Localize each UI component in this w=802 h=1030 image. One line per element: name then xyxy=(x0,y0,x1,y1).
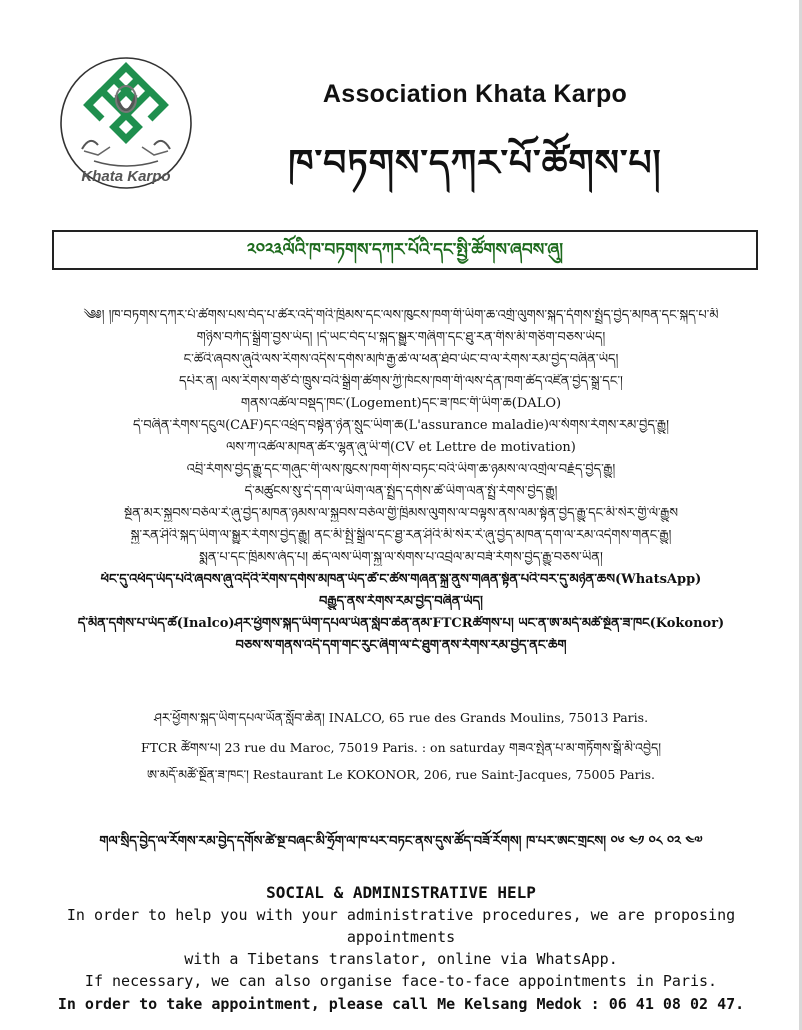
english-line: If necessary, we can also organise face-to-face appointments in Paris. xyxy=(84,972,718,990)
address-tail: གཟའ་སྤེན་པ་མ་གཏོགས་སྒོ་མི་འབྱེད། xyxy=(509,740,662,755)
english-heading: SOCIAL & ADMINISTRATIVE HELP xyxy=(266,883,536,902)
tibetan-line: དཔེར་ན། ལས་རིགས་གཙོ་བོ་ཁྲུས་བའི་སྒྲིག་ཚོགས་ཀྱི་ཁོངས་ཁག་གི་ལས་དོན་ཁག་ཚོད་འཛིན་བྱེད་སྒྲུ་དང་། xyxy=(179,374,623,389)
address-lead: FTCR xyxy=(140,740,177,755)
tibetan-line: སྨན་པ་དང་ཁྲིམས་ཞོད་པ། ཆེད་ལས་ཡིག་སྐྱ་ལ་སོགས་པ་འབྲེལ་མ་བཟོ་རོགས་བྱེད་རྒྱུ་བཅས་ཡིན། xyxy=(199,550,603,565)
address-text: 23 rue du Maroc, 75019 Paris. : on saturday xyxy=(224,740,506,755)
tibetan-contact-text: གལ་སྲིད་བྱེད་ལ་རོགས་རམ་བྱེད་དགོས་ཚེ་སྔ་བཞང་མི་ཧྲོག་ལ་ཁ་པར་བཏང་ནས་དུས་ཚོད་བཟོ་རོགས། ཁ་པར་ཨང་གྲངས། xyxy=(99,834,607,849)
tibetan-contact-line xyxy=(20,826,782,863)
english-line: with a Tibetans translator, online via WhatsApp. xyxy=(184,950,618,968)
tibetan-line: ལས་ཀ་འཚོལ་མཁན་ཚོར་ལྷན་ཞུ་ཡི་གེ(CV et Lettre de motivation) xyxy=(226,440,576,455)
tibetan-line: དེ་བཞིན་རོགས་དངུལ(CAF)དང་འཕྲོད་བསྟེན་ཉེན་སྲུང་ཡིག་ཆ(L'assurance maladie)ལ་སོགས་རོགས་རམ་བྱེད་རྒྱུ། xyxy=(133,418,669,433)
address-tibetan: ཚོགས་པ། xyxy=(180,740,221,755)
tibetan-title: ཁ་བཏགས་དཀར་པོ་ཚོགས་པ། xyxy=(288,142,662,184)
address-kokonor xyxy=(20,767,782,783)
tibetan-phone-number: ༠༦ ༤༡ ༠༨ ༠༢ ༤༧ xyxy=(610,834,703,849)
tibetan-line: གནས་འཚོལ་བསྡད་ཁང་(Logement)དང་ཟ་ཁང་གི་ཡིག་ཆ(DALO) xyxy=(240,396,562,411)
tibetan-line: ཕོང་དུ་འཕོད་ཡོད་པའི་ཞབས་ཞུ་འདིའི་རིགས་དགོས་མཁན་ཡོད་ཚེ་ང་ཚོས་གཞན་སྐྲ་ནུས་གཞན་སྟོན་པའི་བར་དུ་མཉེན་ཆས(WhatsApp) xyxy=(100,572,702,587)
association-logo xyxy=(58,55,194,191)
tibetan-line: བརྒྱུད་ནས་རོགས་རམ་བྱེད་བཞིན་ཡོད། xyxy=(319,594,483,609)
tibetan-body xyxy=(20,308,782,660)
year-banner: ༢༠༢༣ལོའི་ཁ་བཏགས་དཀར་པོའི་དང་སྤྱི་ཚོགས་ཞབས་ཞུ། xyxy=(52,230,758,270)
address-tibetan: ཨ་མདོ་མཚོ་སྔོན་ཟ་ཁང་། xyxy=(147,767,249,782)
logo-text: Khata Karpo xyxy=(81,168,171,185)
organization-title: Association Khata Karpo xyxy=(322,80,628,108)
english-section xyxy=(20,882,782,1016)
tibetan-line: བཅས་ས་གནས་འདི་དག་གང་རུང་ཞིག་ལ་ངོ་ཐུག་ནས་རོགས་རམ་བྱེད་ནང་ཆོག xyxy=(235,638,567,653)
address-ftcr xyxy=(20,740,782,756)
tibetan-line: སྐྱ་རན་ཤིའི་སྐད་ཡིག་ལ་སྒྱུར་རོགས་བྱེད་རྒྱུ། ནང་མི་སྤྱི་སྒྲིལ་དང་ཐྱ་རན་ཤིའི་མི་སེར་རེ་ཞུ་བྱེད་མཁན་དག་ལ་རམ་འདེགས་གནང་རྒྱུ། xyxy=(130,528,672,543)
english-contact-line: In order to take appointment, please call Me Kelsang Medok : 06 41 08 02 47. xyxy=(57,995,745,1013)
address-tibetan: ཤར་ཕྱོགས་སྐད་ཡིག་དཔལ་ཡོན་སློབ་ཆེན། xyxy=(153,710,325,725)
english-line: In order to help you with your administrative procedures, we are proposing appointments xyxy=(66,906,736,946)
tibetan-line: དེ་མཚུངས་སུ་དེ་དག་ལ་ཡིག་ལན་སྤྲོད་དགོས་ཚེ་ཡིག་ལན་སྤྲོ་རོགས་བྱེད་རྒྱུ། xyxy=(244,484,558,499)
address-text: Restaurant Le KOKONOR, 206, rue Saint-Jacques, 75005 Paris. xyxy=(252,767,655,782)
tibetan-line: གཉིས་བཀོད་སྒྲིག་བྱས་ཡོད། །དེ་ཡང་བོད་པ་སྐད་སྒྱུར་གཞིག་དང་ཐུ་རན་གིས་མི་གཅིག་བཅས་ཡོད། xyxy=(196,330,606,345)
tibetan-line: ང་ཚིའི་ཞབས་ཞུའི་ལས་རིགས་འདིས་དགོས་མཁོ་རྒྱ་ཆེ་ལ་ཕན་ཐོབ་ཡོང་བ་ལ་རོགས་རམ་བྱེད་བཞིན་ཡོད། xyxy=(183,352,619,367)
address-inalco xyxy=(20,710,782,726)
tibetan-line: ༄༅། །ཁ་བཏགས་དཀར་པོ་ཚོགས་པས་བོད་པ་ཚོར་འདི་གའི་ཁྲིམས་དང་ལས་ཁུངས་ཁག་གི་ཡིག་ཆ་འགྲོ་ལུགས་སྐད་དོགས་སྤྲོད་བྱེད་མཁན་དང་སྐད་པ་མི xyxy=(83,308,719,323)
tibetan-line: སྔོན་མར་སྐྱབས་བཅོལ་རེ་ཞུ་བྱེད་མཁན་ཉམས་ལ་སྐྱབས་བཅོལ་གྱི་ཁྲིམས་ལུགས་ལ་བལྟས་ནས་ལམ་སྟོན་བྱེད་རྒྱུ་དང་མི་སེར་གྱི་ལོ་རྒྱུས xyxy=(123,506,679,521)
tibetan-line: དེ་མིན་དགོས་པ་ཡོད་ཚེ(Inalco)ཤར་ཕྱོགས་སྐད་ཡིག་དཔལ་ཡོན་སློབ་ཆེན་ནམ་FTCRཚོགས་པ། ཡང་ན་ཨ་མདོ་མཚོ་སྔོན་ཟ་ཁང(Kokonor) xyxy=(77,616,725,631)
tibetan-line: འབྲི་རོགས་བྱེད་རྒྱུ་དང་གཞུང་གི་ལས་ཁུངས་ཁག་གིས་བཏང་བའི་ཡིག་ཆ་ཉམས་ལ་འགྲེལ་བརྗོད་བྱེད་རྒྱུ། xyxy=(186,462,616,477)
address-text: INALCO, 65 rue des Grands Moulins, 75013 Paris. xyxy=(328,710,649,725)
